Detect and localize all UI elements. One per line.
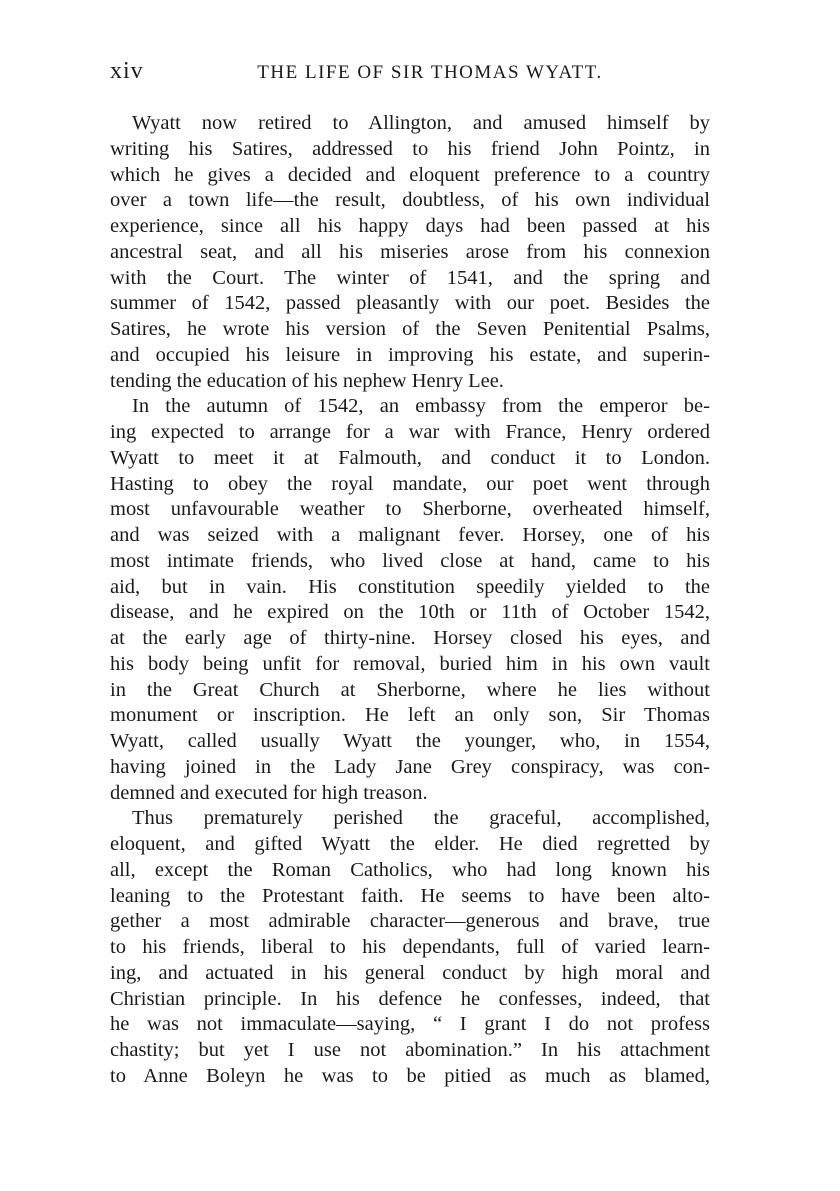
text-line: leaning to the Protestant faith. He seems to have been alto-	[110, 884, 710, 907]
text-line: in the Great Church at Sherborne, where he lies without	[110, 678, 710, 701]
page-body	[110, 111, 710, 1090]
text-line: which he gives a decided and eloquent preference to a country	[110, 163, 710, 186]
text-line: all, except the Roman Catholics, who had long known his	[110, 858, 710, 881]
text-line: having joined in the Lady Jane Grey conspiracy, was con-	[110, 755, 710, 778]
text-line: most unfavourable weather to Sherborne, overheated himself,	[110, 498, 710, 521]
text-line: over a town life—the result, doubtless, of his own individual	[110, 189, 710, 212]
text-line: eloquent, and gifted Wyatt the elder. He died regretted by	[110, 833, 710, 855]
text-line: Wyatt now retired to Allington, and amused himself by	[132, 112, 710, 134]
text-line: monument or inscription. He left an only son, Sir Thomas	[110, 704, 710, 727]
page-number: xiv	[110, 58, 144, 84]
text-line: Christian principle. In his defence he confesses, indeed, that	[110, 987, 710, 1010]
paragraph	[110, 806, 710, 1089]
text-line: writing his Satires, addressed to his friend John Pointz, in	[110, 137, 710, 160]
text-line: chastity; but yet I use not abomination.” In his attachment	[110, 1039, 710, 1061]
text-line: aid, but in vain. His constitution speedily yielded to the	[110, 575, 710, 598]
text-line: Hasting to obey the royal mandate, our poet went through	[110, 472, 710, 495]
text-line: ing expected to arrange for a war with France, Henry ordered	[110, 421, 710, 443]
text-line: disease, and he expired on the 10th or 11th of October 1542,	[110, 601, 710, 624]
text-line: ancestral seat, and all his miseries arose from his connexion	[110, 240, 710, 263]
text-line: most intimate friends, who lived close at hand, came to his	[110, 549, 710, 572]
text-line: to his friends, liberal to his dependants, full of varied learn-	[110, 936, 710, 958]
text-line: and was seized with a malignant fever. Horsey, one of his	[110, 524, 710, 546]
text-line: at the early age of thirty-nine. Horsey closed his eyes, and	[110, 627, 710, 649]
paragraph	[110, 111, 710, 394]
text-line: Thus prematurely perished the graceful, accomplished,	[132, 807, 710, 830]
text-line: gether a most admirable character—generous and brave, true	[110, 910, 710, 933]
text-line: Satires, he wrote his version of the Seven Penitential Psalms,	[110, 318, 710, 340]
paragraph	[110, 394, 710, 806]
text-line: he was not immaculate—saying, “ I grant I do not profess	[110, 1013, 710, 1036]
text-line: ing, and actuated in his general conduct by high moral and	[110, 961, 710, 984]
running-title: THE LIFE OF SIR THOMAS WYATT.	[257, 62, 603, 83]
text-line: Wyatt, called usually Wyatt the younger, who, in 1554,	[110, 730, 710, 752]
running-header	[110, 58, 710, 88]
text-line: Wyatt to meet it at Falmouth, and conduct it to London.	[110, 446, 710, 469]
text-line: to Anne Boleyn he was to be pitied as much as blamed,	[110, 1064, 710, 1087]
text-line: tending the education of his nephew Henry Lee.	[110, 369, 504, 392]
text-line: In the autumn of 1542, an embassy from the emperor be-	[132, 395, 710, 418]
text-line: with the Court. The winter of 1541, and the spring and	[110, 266, 710, 289]
text-line: summer of 1542, passed pleasantly with our poet. Besides the	[110, 292, 710, 315]
text-line: his body being unfit for removal, buried him in his own vault	[110, 652, 710, 675]
text-line: demned and executed for high treason.	[110, 781, 428, 804]
text-line: and occupied his leisure in improving his estate, and superin-	[110, 343, 710, 366]
text-line: experience, since all his happy days had been passed at his	[110, 215, 710, 237]
